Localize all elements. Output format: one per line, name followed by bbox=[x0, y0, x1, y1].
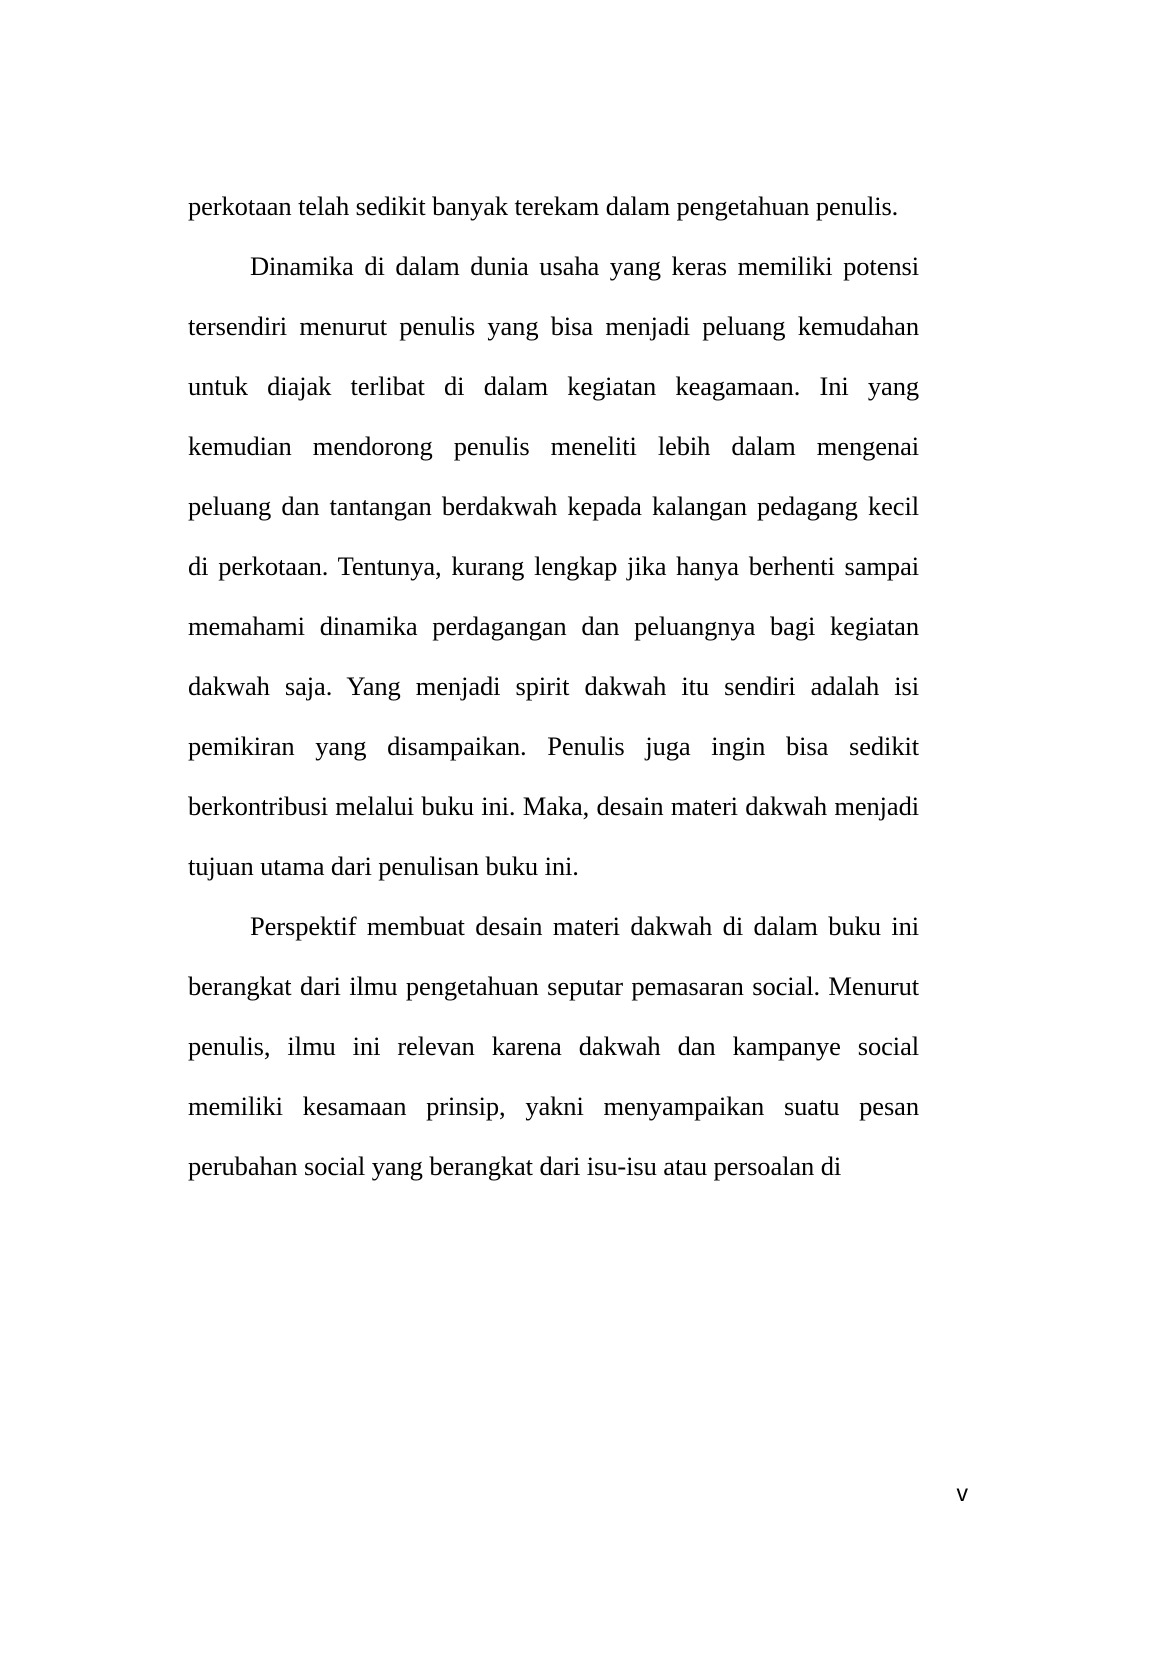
paragraph-continued: perkotaan telah sedikit banyak terekam dalam pengetahuan penulis. bbox=[188, 191, 899, 221]
body-text-block bbox=[188, 176, 919, 1196]
paragraph-dinamika: Dinamika di dalam dunia usaha yang keras memiliki potensi tersendiri menurut penulis yang bisa menjadi peluang kemudahan untuk diajak terlibat di dalam kegiatan keagamaan. Ini yang kemudian mendorong penulis meneliti lebih dalam mengenai peluang dan tantangan berdakwah kepada kalangan pedagang kecil di perkotaan. Tentunya, kurang lengkap jika hanya berhenti sampai memahami dinamika perdagangan dan peluangnya bagi kegiatan dakwah saja. Yang menjadi spirit dakwah itu sendiri adalah isi pemikiran yang disampaikan. Penulis juga ingin bisa sedikit berkontribusi melalui buku ini. Maka, desain materi dakwah menjadi tujuan utama dari penulisan buku ini. bbox=[188, 251, 919, 881]
paragraph-perspektif: Perspektif membuat desain materi dakwah di dalam buku ini berangkat dari ilmu pengetahuan seputar pemasaran social. Menurut penulis, ilmu ini relevan karena dakwah dan kampanye social memiliki kesamaan prinsip, yakni menyampaikan suatu pesan perubahan social yang berangkat dari isu-isu atau persoalan di bbox=[188, 911, 919, 1181]
page-number: v bbox=[956, 1480, 968, 1506]
